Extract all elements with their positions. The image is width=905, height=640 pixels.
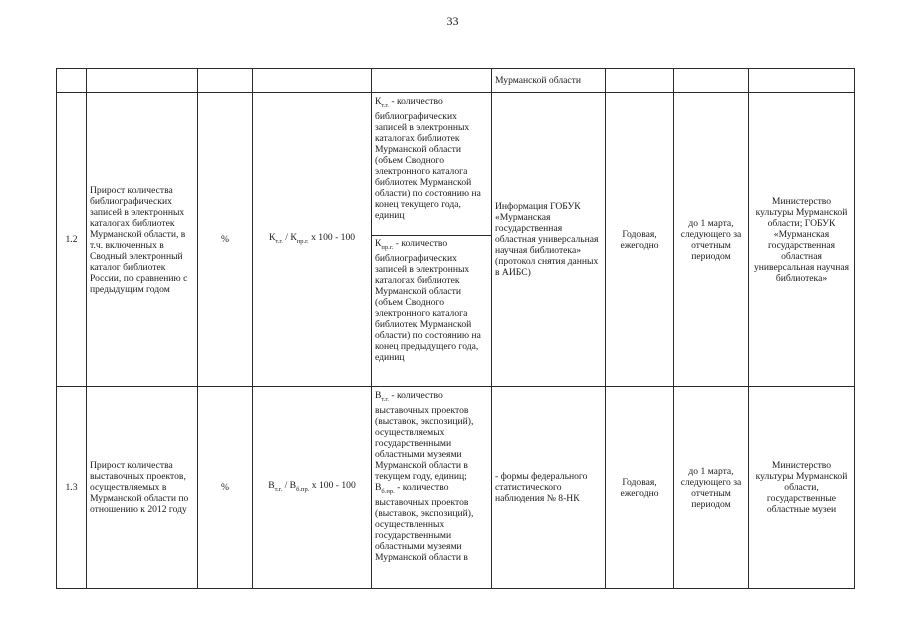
- responsible: Министерство культуры Мурманской области; ГОБУК «Мурманская государственная областная универсальная научная библиотека»: [749, 93, 855, 387]
- periodicity: Годовая, ежегодно: [606, 387, 674, 589]
- indicator-name: Прирост количества выставочных проектов, осуществляемых в Мурманской области по отношению к 2012 году: [87, 387, 198, 589]
- formula-separator: /: [282, 232, 291, 244]
- cell-empty: [674, 69, 749, 93]
- formula: [253, 387, 372, 589]
- definition-b: [375, 236, 488, 363]
- cell-source: Мурманской области: [492, 69, 606, 93]
- table-row-1-2: [57, 93, 855, 387]
- formula-subscript: т.г.: [274, 485, 283, 493]
- deadline: до 1 марта, следующего за отчетным периодом: [674, 387, 749, 589]
- unit: %: [198, 93, 253, 387]
- formula-separator: / В: [282, 480, 297, 492]
- formula-tail: х 100 - 100: [308, 232, 356, 244]
- indicator-name: Прирост количества библиографических записей в электронных каталогах библиотек Мурманской области, в т.ч. включенных в Сводный электронный каталог библиотек России, по сравнению с предыдущим годом: [87, 93, 198, 387]
- cell-empty: [57, 69, 87, 93]
- formula-symbol: К: [290, 232, 297, 244]
- formula-symbol: В: [268, 480, 275, 492]
- definition-text: - количество библиографических записей в электронных каталогах библиотек Мурманской области (объем Сводного электронного каталога библиотек Мурманской области) по состоянию на конец текущего года, единиц: [375, 96, 481, 221]
- definition-text: - количество выставочных проектов (выставок, экспозиций), осуществляемых государственными областными музеями Мурманской области в текущем году, единиц;: [375, 390, 474, 482]
- definition-symbol: В: [375, 481, 382, 493]
- data-source: Информация ГОБУК «Мурманская государственная областная универсальная научная библиотека» (протокол снятия данных в АИБС): [492, 93, 606, 387]
- periodicity: Годовая, ежегодно: [606, 93, 674, 387]
- table-row-continuation: [57, 69, 855, 93]
- variable-definitions: [372, 93, 492, 387]
- definition-subscript: пр.г.: [381, 243, 394, 251]
- definition-subscript: т.г.: [381, 395, 389, 403]
- row-number: 1.3: [57, 387, 87, 589]
- definition-symbol: К: [375, 96, 382, 107]
- cell-empty: [253, 69, 372, 93]
- formula-tail: х 100 - 100: [309, 480, 356, 492]
- definition-symbol: В: [375, 390, 382, 401]
- formula-subscript: т.г.: [275, 237, 283, 245]
- definition-a: [372, 96, 491, 236]
- cell-empty: [606, 69, 674, 93]
- row-number: 1.2: [57, 93, 87, 387]
- formula-subscript: пр.г.: [296, 237, 309, 245]
- formula: [253, 93, 372, 387]
- responsible: Министерство культуры Мурманской области, государственные областные музеи: [749, 387, 855, 589]
- cell-empty: [87, 69, 198, 93]
- definition-b: [375, 482, 488, 563]
- table-row-1-3: [57, 387, 855, 589]
- definition-text: - количество библиографических записей в электронных каталогах библиотек Мурманской области (объем Сводного электронного каталога библиотек Мурманской области) по состоянию на конец предыдущего года, единиц: [375, 238, 481, 363]
- formula-subscript: б.пр.: [296, 485, 310, 493]
- definition-a: [375, 390, 488, 482]
- definition-subscript: т.г.: [381, 101, 389, 109]
- variable-definitions: [372, 387, 492, 589]
- unit: %: [198, 387, 253, 589]
- deadline: до 1 марта, следующего за отчетным периодом: [674, 93, 749, 387]
- formula-symbol: К: [268, 232, 276, 244]
- data-source: - формы федерального статистического наблюдения № 8-НК: [492, 387, 606, 589]
- definition-text: - количество выставочных проектов (выставок, экспозиций), осуществленных государственными областными музеями Мурманской области в: [375, 481, 474, 563]
- definition-subscript: б.пр.: [381, 487, 395, 495]
- cell-empty: [749, 69, 855, 93]
- cell-empty: [372, 69, 492, 93]
- cell-empty: [198, 69, 253, 93]
- definition-symbol: К: [375, 238, 382, 249]
- indicator-table: [56, 68, 855, 589]
- page-number: 33: [446, 14, 459, 28]
